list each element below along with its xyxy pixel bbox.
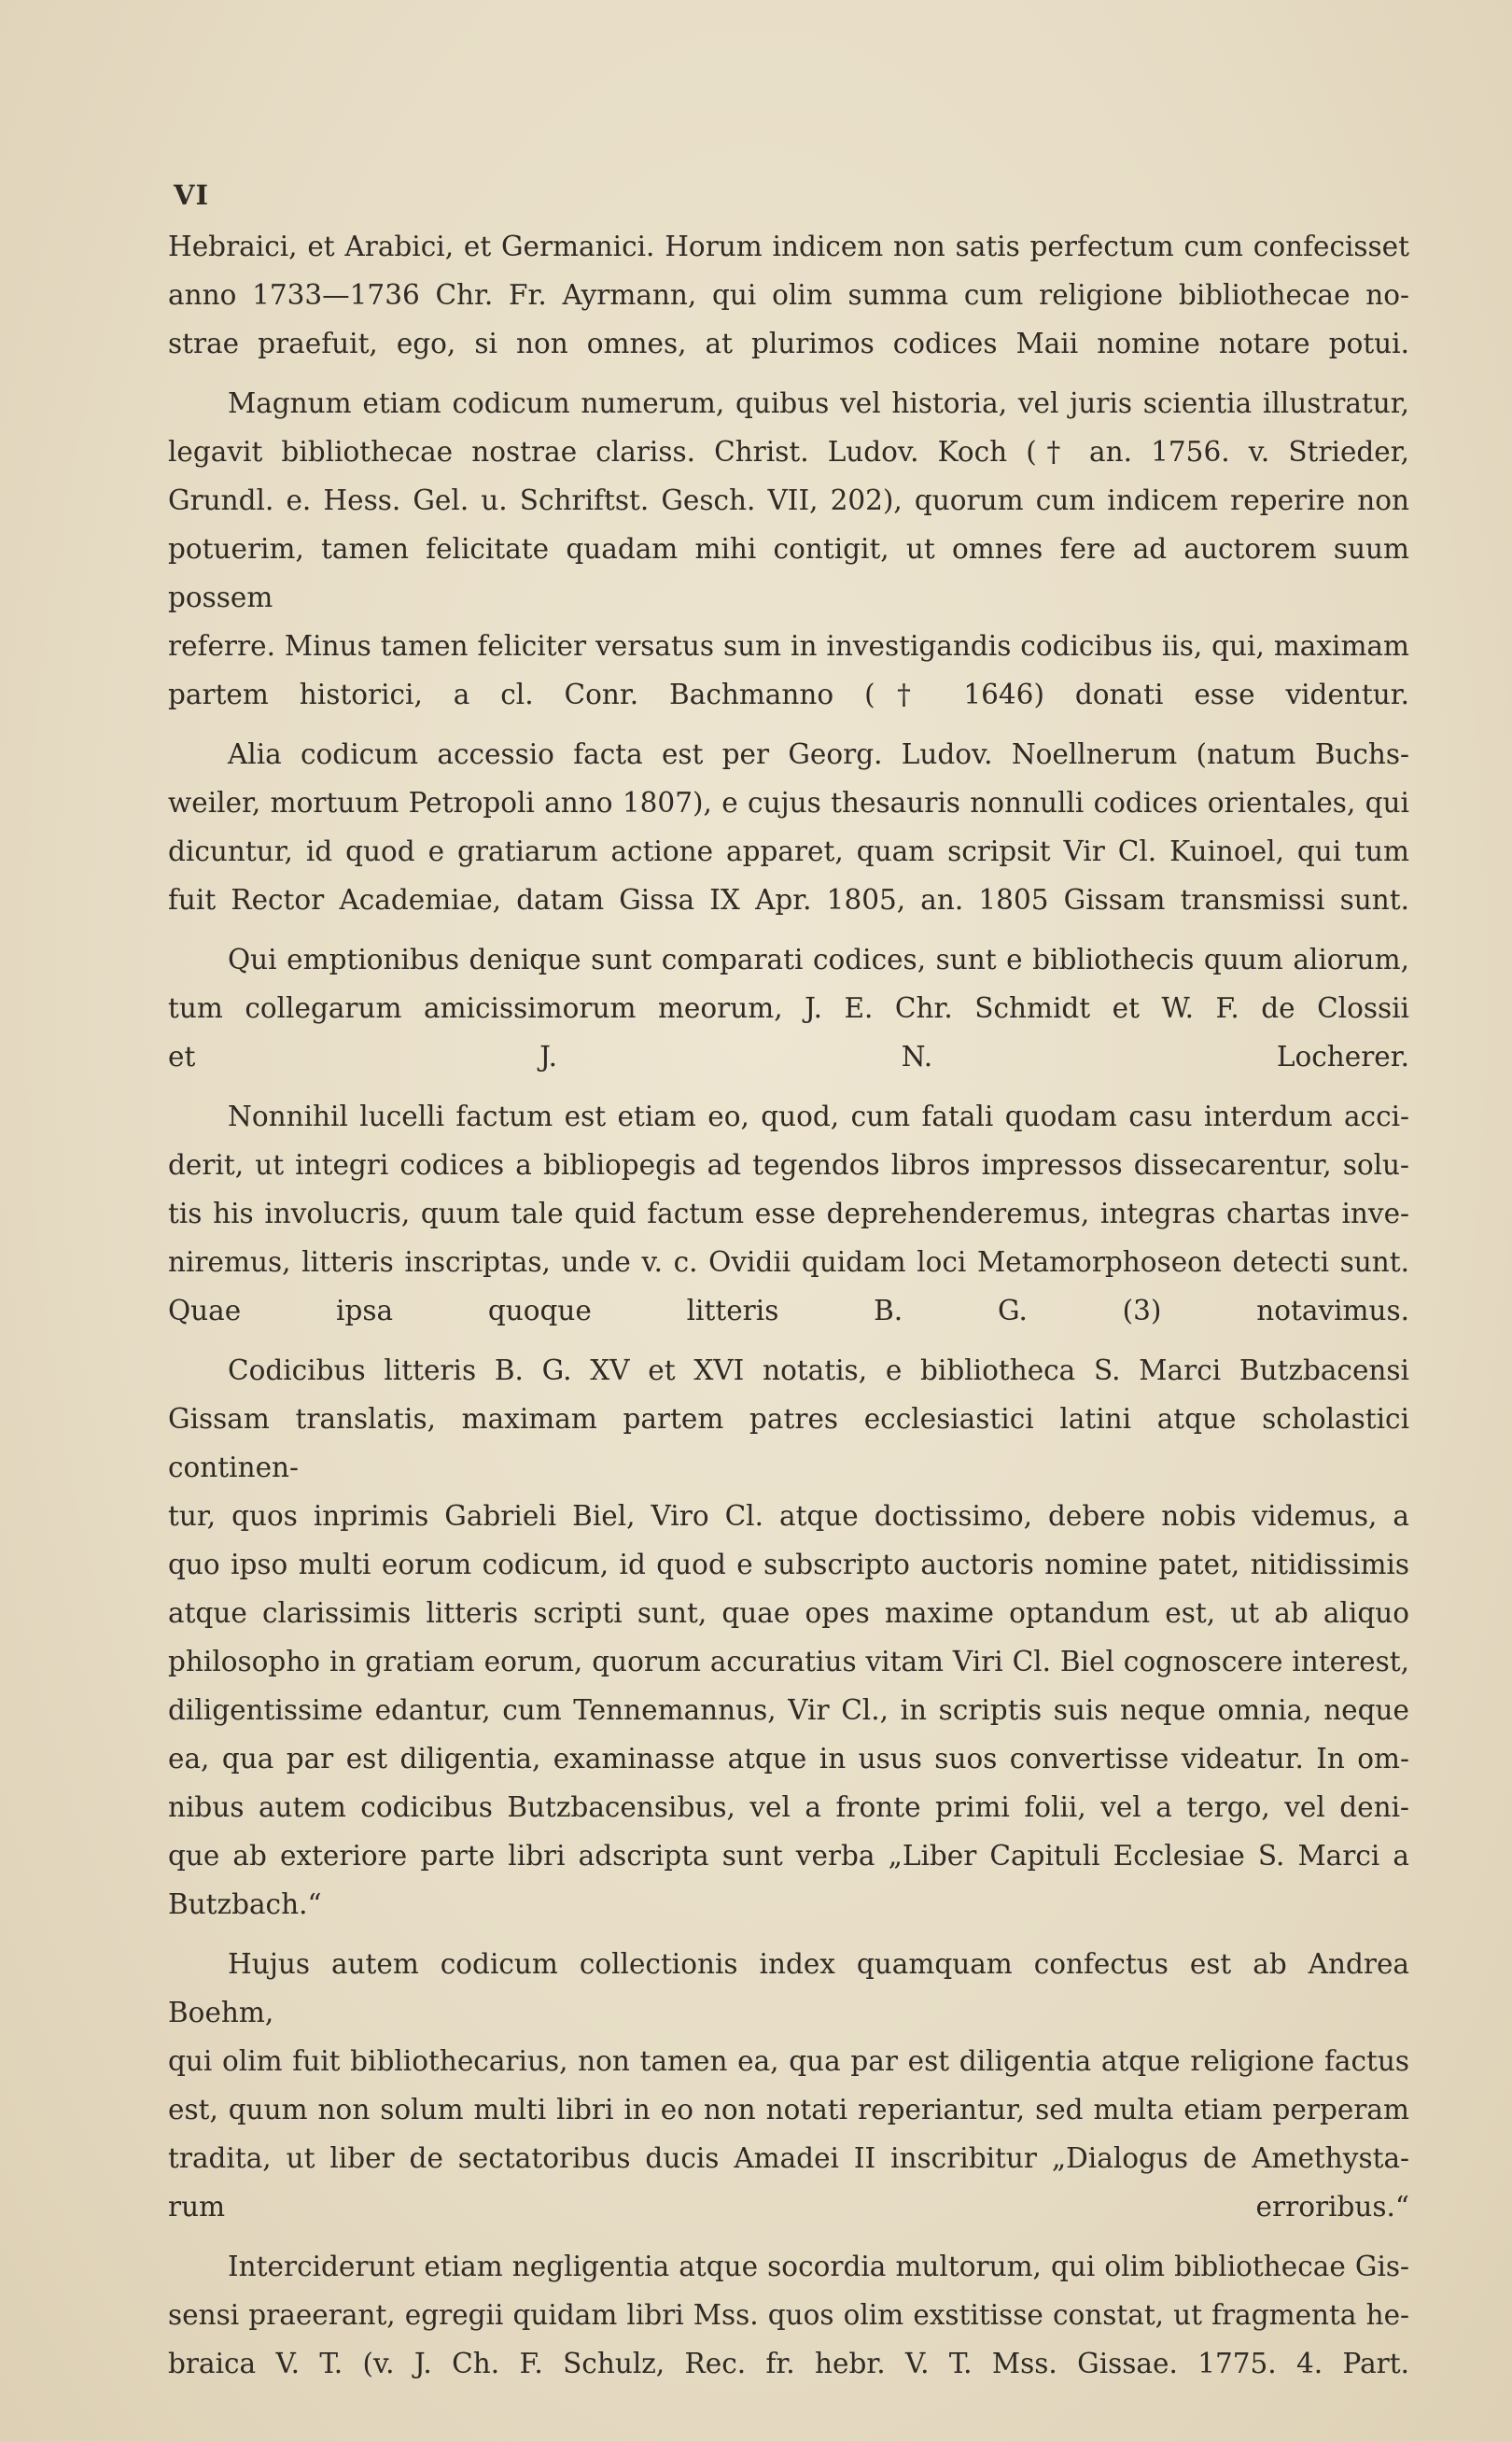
text-line: tur, quos inprimis Gabrieli Biel, Viro Cl. atque doctissimo, debere nobis videmus, a bbox=[168, 1500, 1409, 1532]
paragraph-interciderunt bbox=[168, 2242, 1409, 2388]
paragraph-butzbach bbox=[168, 1346, 1409, 1929]
text-line: est, quum non solum multi libri in eo non notati reperiantur, sed multa etiam perperam bbox=[168, 2094, 1409, 2125]
text-line: anno 1733—1736 Chr. Fr. Ayrmann, qui olim summa cum religione bibliothecae no- bbox=[168, 279, 1409, 311]
paragraph-koch bbox=[168, 379, 1409, 719]
text-line: Gissam translatis, maximam partem patres ecclesiastici latini atque scholastici continen- bbox=[168, 1403, 1409, 1483]
paragraph-emptionibus bbox=[168, 935, 1409, 1081]
text-line: et J. N. Locherer. bbox=[168, 1041, 1409, 1073]
text-line: rum erroribus.“ bbox=[168, 2191, 1409, 2223]
text-line: Qui emptionibus denique sunt comparati codices, sunt e bibliothecis quum aliorum, bbox=[228, 944, 1409, 975]
text-line: Interciderunt etiam negligentia atque socordia multorum, qui olim bibliothecae Gis- bbox=[228, 2251, 1409, 2282]
text-line: atque clarissimis litteris scripti sunt, quae opes maxime optandum est, ut ab aliquo bbox=[168, 1597, 1409, 1629]
text-line: que ab exteriore parte libri adscripta sunt verba „Liber Capituli Ecclesiae S. Marci a bbox=[168, 1840, 1409, 1872]
text-line: strae praefuit, ego, si non omnes, at plurimos codices Maii nomine notare potui. bbox=[168, 328, 1409, 359]
text-line: niremus, litteris inscriptas, unde v. c. Ovidii quidam loci Metamorphoseon detecti sunt. bbox=[168, 1246, 1409, 1278]
text-line: Codicibus litteris B. G. XV et XVI notatis, e bibliotheca S. Marci Butzbacensi bbox=[228, 1354, 1409, 1386]
paragraph-ayrmann bbox=[168, 222, 1409, 368]
text-line: partem historici, a cl. Conr. Bachmanno († 1646) donati esse videntur. bbox=[168, 679, 1409, 710]
text-line: potuerim, tamen felicitate quadam mihi contigit, ut omnes fere ad auctorem suum possem bbox=[168, 533, 1409, 613]
text-line: fuit Rector Academiae, datam Gissa IX Apr. 1805, an. 1805 Gissam transmissi sunt. bbox=[168, 884, 1409, 916]
text-line: Quae ipsa quoque litteris B. G. (3) notavimus. bbox=[168, 1295, 1409, 1326]
paragraph-noellner bbox=[168, 730, 1409, 924]
text-line: Nonnihil lucelli factum est etiam eo, quod, cum fatali quodam casu interdum acci- bbox=[228, 1101, 1409, 1132]
text-line: Alia codicum accessio facta est per Georg. Ludov. Noellnerum (natum Buchs- bbox=[228, 738, 1409, 770]
text-line: legavit bibliothecae nostrae clariss. Christ. Ludov. Koch († an. 1756. v. Strieder, bbox=[168, 436, 1409, 468]
text-line: qui olim fuit bibliothecarius, non tamen ea, qua par est diligentia atque religione factus bbox=[168, 2045, 1409, 2077]
text-line: tradita, ut liber de sectatoribus ducis Amadei II inscribitur „Dialogus de Amethysta- bbox=[168, 2142, 1409, 2174]
text-line: philosopho in gratiam eorum, quorum accuratius vitam Viri Cl. Biel cognoscere interest, bbox=[168, 1646, 1409, 1677]
text-line: tum collegarum amicissimorum meorum, J. E. Chr. Schmidt et W. F. de Clossii bbox=[168, 992, 1409, 1024]
text-line: sensi praeerant, egregii quidam libri Mss. quos olim exstitisse constat, ut fragmenta he- bbox=[168, 2299, 1409, 2331]
text-line: nibus autem codicibus Butzbacensibus, vel a fronte primi folii, vel a tergo, vel deni- bbox=[168, 1791, 1409, 1823]
paragraph-boehm bbox=[168, 1940, 1409, 2231]
text-line: Grundl. e. Hess. Gel. u. Schriftst. Gesch. VII, 202), quorum cum indicem reperire non bbox=[168, 484, 1409, 516]
paragraph-lucelli bbox=[168, 1092, 1409, 1335]
text-line: quo ipso multi eorum codicum, id quod e subscripto auctoris nomine patet, nitidissimis bbox=[168, 1549, 1409, 1580]
text-line: weiler, mortuum Petropoli anno 1807), e cujus thesauris nonnulli codices orientales, qui bbox=[168, 787, 1409, 819]
text-line: braica V. T. (v. J. Ch. F. Schulz, Rec. fr. hebr. V. T. Mss. Gissae. 1775. 4. Part. bbox=[168, 2348, 1409, 2379]
page-number: VI bbox=[174, 179, 210, 211]
text-line: ea, qua par est diligentia, examinasse atque in usus suos convertisse videatur. In om- bbox=[168, 1743, 1409, 1775]
text-body bbox=[168, 222, 1409, 2399]
text-line: Hebraici, et Arabici, et Germanici. Horum indicem non satis perfectum cum confecisset bbox=[168, 231, 1409, 262]
text-line: dicuntur, id quod e gratiarum actione apparet, quam scripsit Vir Cl. Kuinoel, qui tum bbox=[168, 835, 1409, 867]
text-line: diligentissime edantur, cum Tennemannus, Vir Cl., in scriptis suis neque omnia, neque bbox=[168, 1694, 1409, 1726]
text-line: Magnum etiam codicum numerum, quibus vel historia, vel juris scientia illustratur, bbox=[228, 387, 1409, 419]
text-line: Hujus autem codicum collectionis index quamquam confectus est ab Andrea Boehm, bbox=[168, 1948, 1409, 2028]
text-line: derit, ut integri codices a bibliopegis ad tegendos libros impressos dissecarentur, solu- bbox=[168, 1149, 1409, 1181]
text-line: Butzbach.“ bbox=[168, 1888, 322, 1920]
text-line: tis his involucris, quum tale quid factum esse deprehenderemus, integras chartas inve- bbox=[168, 1198, 1409, 1229]
text-line: referre. Minus tamen feliciter versatus sum in investigandis codicibus iis, qui, maximam bbox=[168, 630, 1409, 662]
